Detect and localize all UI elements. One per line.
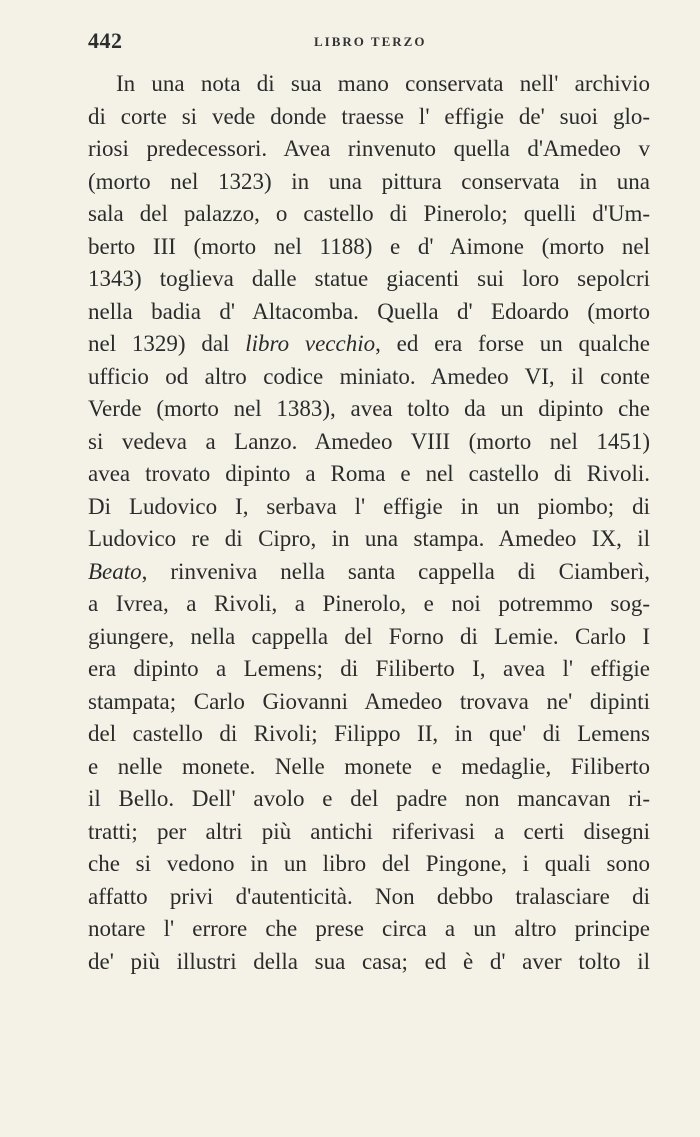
italic-phrase: libro vecchio	[245, 331, 376, 356]
text-line: Ludovico re di Cipro, in una stampa. Amedeo IX, il	[88, 526, 650, 551]
body-text	[88, 68, 650, 978]
text-line: avea trovato dipinto a Roma e nel castello di Rivoli.	[88, 461, 650, 486]
page-number: 442	[88, 28, 123, 53]
text-line: tratti; per altri più antichi riferivasi a certi disegni	[88, 818, 650, 844]
text-line: nel 1329) dal libro vecchio, ed era forse un qualche	[88, 331, 651, 356]
text-line: di corte si vede donde traesse l' effigie de' suoi glo-	[88, 103, 650, 129]
page-header	[88, 28, 650, 58]
text-line: notare l' errore che prese circa a un altro principe	[88, 916, 650, 941]
text-line: nella badia d' Altacomba. Quella d' Edoardo (morto	[88, 298, 650, 324]
text-line: e nelle monete. Nelle monete e medaglie, Filiberto	[88, 753, 650, 779]
text-line: Di Ludovico I, serbava l' effigie in un piombo; di	[88, 493, 650, 519]
text-line: Beato, rinveniva nella santa cappella di Ciamberì,	[88, 558, 650, 584]
text-line: era dipinto a Lemens; di Filiberto I, avea l' effigie	[88, 656, 650, 681]
text-line: il Bello. Dell' avolo e del padre non mancavan ri-	[88, 786, 650, 811]
text-line: stampata; Carlo Giovanni Amedeo trovava ne' dipinti	[88, 688, 650, 714]
text-line: Verde (morto nel 1383), avea tolto da un dipinto che	[88, 396, 650, 421]
text-line: a Ivrea, a Rivoli, a Pinerolo, e noi potremmo sog-	[88, 591, 650, 616]
italic-phrase: Beato	[88, 558, 142, 584]
text-line: In una nota di sua mano conservata nell' archivio	[116, 71, 650, 96]
text-line: berto III (morto nel 1188) e d' Aimone (morto nel	[88, 233, 650, 259]
text-line: giungere, nella cappella del Forno di Lemie. Carlo I	[88, 623, 650, 649]
text-line: si vedeva a Lanzo. Amedeo VIII (morto nel 1451)	[88, 428, 650, 454]
text-line: (morto nel 1323) in una pittura conservata in una	[88, 168, 650, 194]
text-line: affatto privi d'autenticità. Non debbo tralasciare di	[88, 883, 650, 909]
text-line: che si vedono in un libro del Pingone, i quali sono	[88, 851, 650, 876]
text-line: riosi predecessori. Avea rinvenuto quella d'Amedeo v	[88, 136, 650, 161]
text-line: 1343) toglieva dalle statue giacenti sui loro sepolcri	[88, 266, 650, 291]
text-line: del castello di Rivoli; Filippo II, in que' di Lemens	[88, 721, 650, 746]
text-line: de' più illustri della sua casa; ed è d' aver tolto il	[88, 948, 650, 974]
running-head: LIBRO TERZO	[314, 34, 427, 49]
text-line: ufficio od altro codice miniato. Amedeo VI, il conte	[88, 363, 650, 389]
text-line: sala del palazzo, o castello di Pinerolo; quelli d'Um-	[88, 201, 650, 226]
